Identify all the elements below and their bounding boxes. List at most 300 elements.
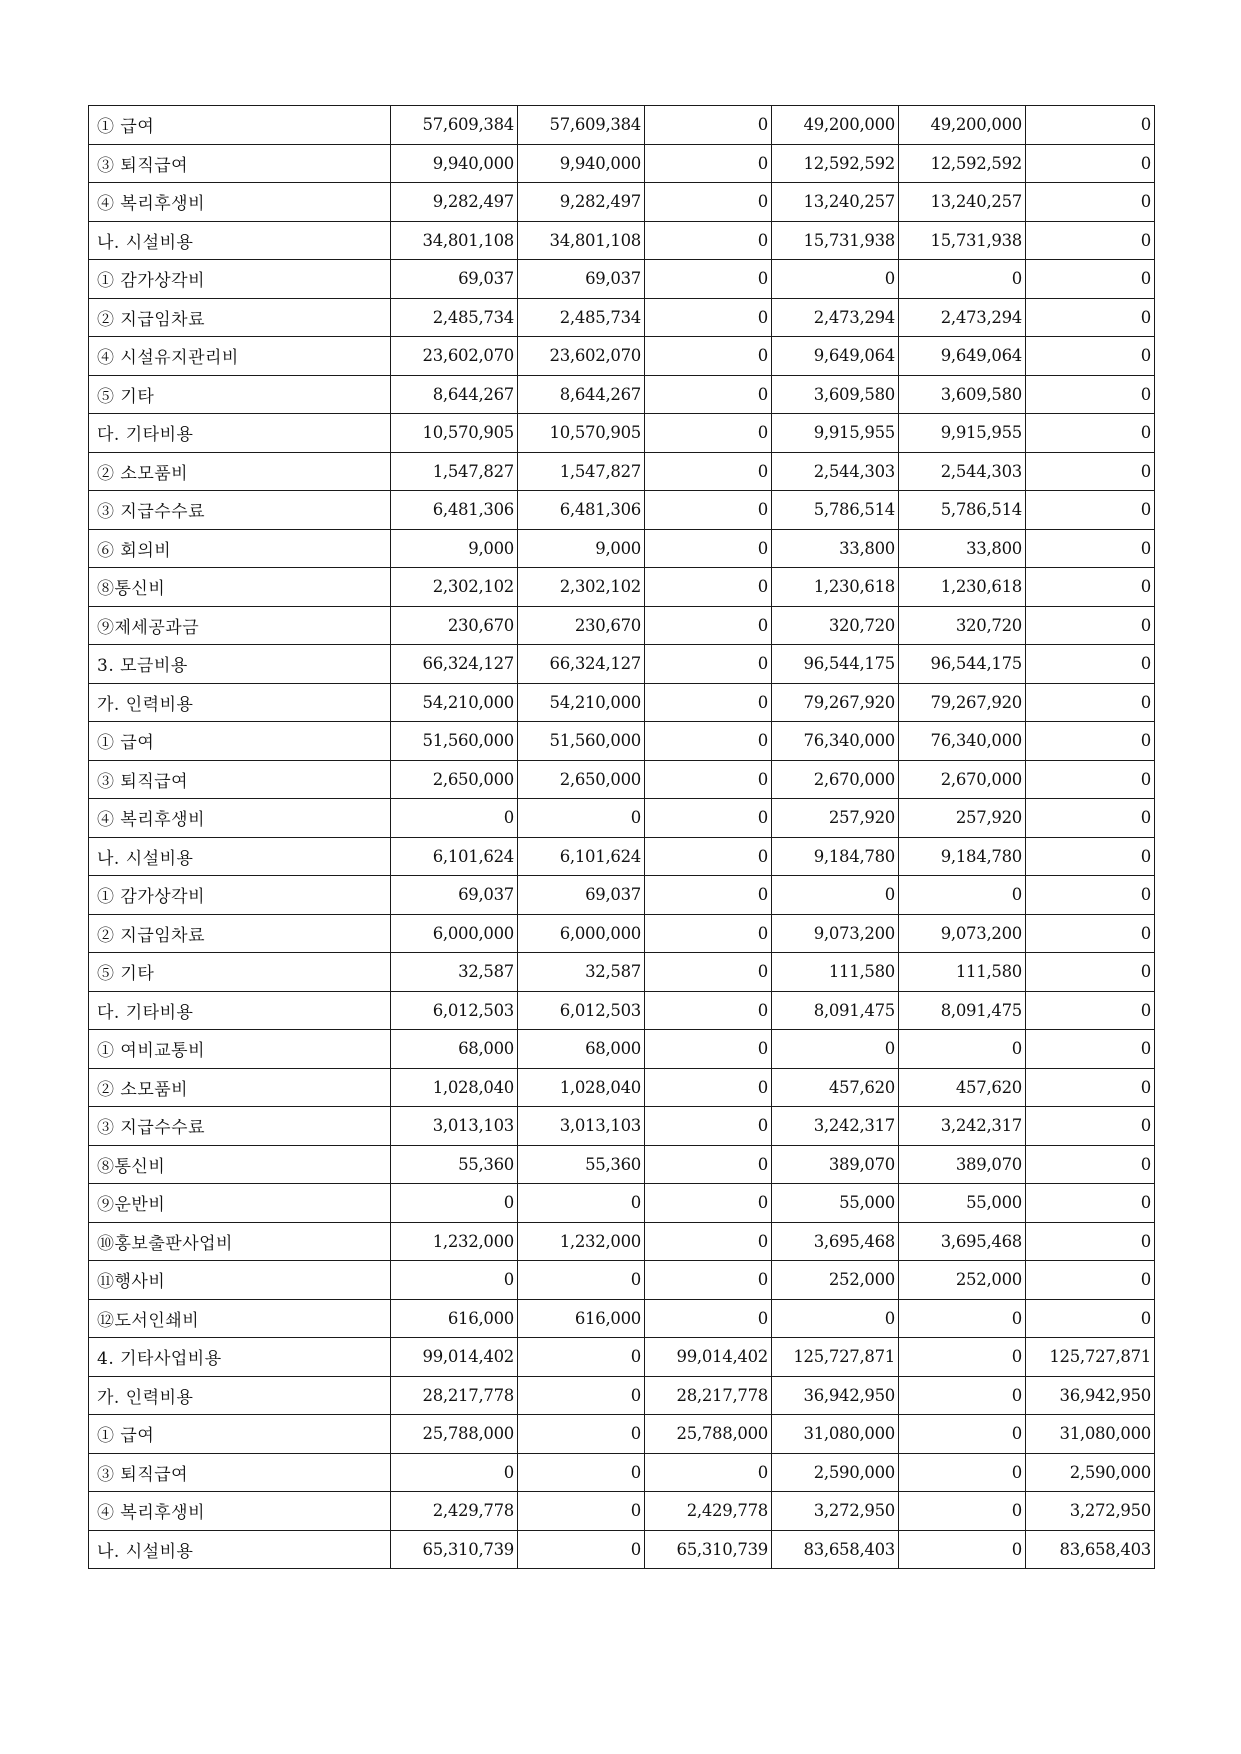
table-row [89,452,1155,491]
row-label: ③ 퇴직급여 [89,760,391,799]
amount-cell: 1,028,040 [518,1068,645,1107]
amount-cell: 2,544,303 [899,452,1026,491]
amount-cell: 36,942,950 [772,1376,899,1415]
amount-cell: 54,210,000 [518,683,645,722]
table-row [89,491,1155,530]
amount-cell: 0 [1026,760,1155,799]
amount-cell: 0 [645,1453,772,1492]
amount-cell: 0 [1026,491,1155,530]
amount-cell: 0 [645,1261,772,1300]
amount-cell: 23,602,070 [518,337,645,376]
row-label: ④ 시설유지관리비 [89,337,391,376]
amount-cell: 6,012,503 [391,991,518,1030]
amount-cell: 5,786,514 [772,491,899,530]
amount-cell: 6,000,000 [518,914,645,953]
amount-cell: 230,670 [518,606,645,645]
amount-cell: 66,324,127 [518,645,645,684]
amount-cell: 320,720 [772,606,899,645]
table-row [89,337,1155,376]
amount-cell: 0 [1026,260,1155,299]
amount-cell: 6,481,306 [518,491,645,530]
amount-cell: 1,230,618 [899,568,1026,607]
amount-cell: 457,620 [899,1068,1026,1107]
amount-cell: 0 [645,529,772,568]
amount-cell: 8,091,475 [899,991,1026,1030]
amount-cell: 0 [1026,337,1155,376]
row-label: ① 급여 [89,106,391,145]
amount-cell: 0 [645,645,772,684]
amount-cell: 0 [518,1184,645,1223]
amount-cell: 2,670,000 [899,760,1026,799]
amount-cell: 0 [645,914,772,953]
table-row [89,1338,1155,1377]
amount-cell: 28,217,778 [645,1376,772,1415]
table-row [89,760,1155,799]
amount-cell: 3,242,317 [772,1107,899,1146]
amount-cell: 69,037 [518,876,645,915]
amount-cell: 96,544,175 [899,645,1026,684]
amount-cell: 2,485,734 [518,298,645,337]
amount-cell: 252,000 [899,1261,1026,1300]
table-row [89,799,1155,838]
amount-cell: 83,658,403 [1026,1530,1155,1569]
row-label: ① 감가상각비 [89,260,391,299]
amount-cell: 6,101,624 [391,837,518,876]
amount-cell: 12,592,592 [772,144,899,183]
amount-cell: 0 [1026,221,1155,260]
table-row [89,1068,1155,1107]
table-row [89,1030,1155,1069]
amount-cell: 8,644,267 [391,375,518,414]
amount-cell: 0 [645,183,772,222]
amount-cell: 15,731,938 [899,221,1026,260]
amount-cell: 0 [518,1492,645,1531]
row-label: ④ 복리후생비 [89,799,391,838]
table-row [89,953,1155,992]
amount-cell: 96,544,175 [772,645,899,684]
table-row [89,298,1155,337]
amount-cell: 0 [899,1530,1026,1569]
amount-cell: 1,547,827 [518,452,645,491]
amount-cell: 28,217,778 [391,1376,518,1415]
row-label: ⑪행사비 [89,1261,391,1300]
amount-cell: 320,720 [899,606,1026,645]
amount-cell: 3,013,103 [518,1107,645,1146]
amount-cell: 3,695,468 [899,1222,1026,1261]
amount-cell: 0 [645,1222,772,1261]
amount-cell: 2,302,102 [518,568,645,607]
row-label: 3. 모금비용 [89,645,391,684]
amount-cell: 3,695,468 [772,1222,899,1261]
amount-cell: 3,609,580 [899,375,1026,414]
amount-cell: 2,485,734 [391,298,518,337]
amount-cell: 0 [518,799,645,838]
amount-cell: 0 [518,1261,645,1300]
amount-cell: 13,240,257 [772,183,899,222]
amount-cell: 257,920 [899,799,1026,838]
table-row [89,876,1155,915]
amount-cell: 0 [518,1338,645,1377]
table-row [89,1299,1155,1338]
amount-cell: 0 [645,375,772,414]
amount-cell: 0 [645,837,772,876]
row-label: ③ 퇴직급여 [89,1453,391,1492]
amount-cell: 2,590,000 [1026,1453,1155,1492]
amount-cell: 9,282,497 [391,183,518,222]
amount-cell: 99,014,402 [391,1338,518,1377]
amount-cell: 32,587 [391,953,518,992]
amount-cell: 0 [1026,1107,1155,1146]
amount-cell: 9,000 [518,529,645,568]
row-label: ① 여비교통비 [89,1030,391,1069]
expense-table [88,105,1155,1569]
amount-cell: 0 [1026,144,1155,183]
amount-cell: 69,037 [391,876,518,915]
amount-cell: 55,360 [391,1145,518,1184]
amount-cell: 0 [772,1030,899,1069]
amount-cell: 0 [645,953,772,992]
amount-cell: 68,000 [391,1030,518,1069]
row-label: ① 급여 [89,1415,391,1454]
amount-cell: 9,184,780 [899,837,1026,876]
amount-cell: 0 [645,260,772,299]
amount-cell: 33,800 [899,529,1026,568]
amount-cell: 0 [518,1453,645,1492]
amount-cell: 55,000 [899,1184,1026,1223]
amount-cell: 0 [645,1184,772,1223]
amount-cell: 0 [899,1453,1026,1492]
amount-cell: 0 [645,1030,772,1069]
amount-cell: 0 [645,722,772,761]
table-row [89,837,1155,876]
amount-cell: 0 [1026,1222,1155,1261]
row-label: ③ 지급수수료 [89,491,391,530]
table-row [89,1453,1155,1492]
amount-cell: 15,731,938 [772,221,899,260]
amount-cell: 69,037 [391,260,518,299]
amount-cell: 0 [645,452,772,491]
table-row [89,414,1155,453]
row-label: 나. 시설비용 [89,837,391,876]
table-row [89,606,1155,645]
amount-cell: 23,602,070 [391,337,518,376]
amount-cell: 0 [1026,452,1155,491]
table-row [89,991,1155,1030]
amount-cell: 616,000 [518,1299,645,1338]
amount-cell: 0 [772,876,899,915]
amount-cell: 0 [1026,375,1155,414]
row-label: ① 감가상각비 [89,876,391,915]
amount-cell: 0 [645,991,772,1030]
table-row [89,183,1155,222]
amount-cell: 0 [1026,837,1155,876]
amount-cell: 9,940,000 [391,144,518,183]
amount-cell: 0 [645,1107,772,1146]
row-label: ⑧통신비 [89,1145,391,1184]
row-label: ⑤ 기타 [89,953,391,992]
amount-cell: 0 [1026,183,1155,222]
amount-cell: 8,644,267 [518,375,645,414]
amount-cell: 9,282,497 [518,183,645,222]
row-label: ④ 복리후생비 [89,1492,391,1531]
amount-cell: 9,915,955 [772,414,899,453]
amount-cell: 0 [645,221,772,260]
amount-cell: 0 [1026,799,1155,838]
amount-cell: 6,101,624 [518,837,645,876]
amount-cell: 5,786,514 [899,491,1026,530]
amount-cell: 0 [645,568,772,607]
amount-cell: 0 [1026,683,1155,722]
row-label: ③ 퇴직급여 [89,144,391,183]
row-label: 4. 기타사업비용 [89,1338,391,1377]
amount-cell: 2,473,294 [772,298,899,337]
row-label: 나. 시설비용 [89,1530,391,1569]
amount-cell: 0 [1026,606,1155,645]
amount-cell: 0 [899,1338,1026,1377]
amount-cell: 49,200,000 [899,106,1026,145]
expense-table-body [89,106,1155,1569]
amount-cell: 6,000,000 [391,914,518,953]
amount-cell: 76,340,000 [899,722,1026,761]
table-row [89,1530,1155,1569]
amount-cell: 0 [645,799,772,838]
amount-cell: 457,620 [772,1068,899,1107]
table-row [89,1376,1155,1415]
amount-cell: 3,272,950 [772,1492,899,1531]
amount-cell: 79,267,920 [772,683,899,722]
amount-cell: 31,080,000 [772,1415,899,1454]
amount-cell: 34,801,108 [518,221,645,260]
row-label: 나. 시설비용 [89,221,391,260]
amount-cell: 0 [645,606,772,645]
amount-cell: 25,788,000 [645,1415,772,1454]
amount-cell: 0 [1026,1145,1155,1184]
amount-cell: 83,658,403 [772,1530,899,1569]
table-row [89,683,1155,722]
row-label: ⑥ 회의비 [89,529,391,568]
row-label: 다. 기타비용 [89,414,391,453]
amount-cell: 99,014,402 [645,1338,772,1377]
amount-cell: 0 [1026,1261,1155,1300]
amount-cell: 111,580 [772,953,899,992]
amount-cell: 0 [391,1261,518,1300]
amount-cell: 57,609,384 [518,106,645,145]
row-label: 다. 기타비용 [89,991,391,1030]
row-label: ④ 복리후생비 [89,183,391,222]
amount-cell: 76,340,000 [772,722,899,761]
amount-cell: 0 [645,337,772,376]
amount-cell: 3,013,103 [391,1107,518,1146]
amount-cell: 0 [645,1145,772,1184]
amount-cell: 36,942,950 [1026,1376,1155,1415]
row-label: ① 급여 [89,722,391,761]
amount-cell: 6,012,503 [518,991,645,1030]
amount-cell: 0 [1026,106,1155,145]
row-label: ② 소모품비 [89,452,391,491]
table-row [89,375,1155,414]
amount-cell: 230,670 [391,606,518,645]
amount-cell: 0 [1026,1030,1155,1069]
table-row [89,1222,1155,1261]
table-row [89,529,1155,568]
amount-cell: 0 [1026,876,1155,915]
amount-cell: 1,232,000 [391,1222,518,1261]
amount-cell: 0 [645,298,772,337]
table-row [89,1492,1155,1531]
amount-cell: 2,302,102 [391,568,518,607]
amount-cell: 2,670,000 [772,760,899,799]
table-row [89,106,1155,145]
row-label: ⑧통신비 [89,568,391,607]
amount-cell: 57,609,384 [391,106,518,145]
amount-cell: 0 [899,876,1026,915]
amount-cell: 33,800 [772,529,899,568]
amount-cell: 0 [518,1530,645,1569]
amount-cell: 125,727,871 [1026,1338,1155,1377]
table-row [89,645,1155,684]
row-label: 가. 인력비용 [89,1376,391,1415]
table-row [89,722,1155,761]
amount-cell: 49,200,000 [772,106,899,145]
amount-cell: 34,801,108 [391,221,518,260]
amount-cell: 10,570,905 [391,414,518,453]
amount-cell: 9,649,064 [772,337,899,376]
amount-cell: 0 [899,1415,1026,1454]
amount-cell: 2,473,294 [899,298,1026,337]
amount-cell: 616,000 [391,1299,518,1338]
row-label: ⑤ 기타 [89,375,391,414]
amount-cell: 25,788,000 [391,1415,518,1454]
amount-cell: 0 [645,491,772,530]
amount-cell: 1,547,827 [391,452,518,491]
amount-cell: 0 [1026,914,1155,953]
amount-cell: 31,080,000 [1026,1415,1155,1454]
amount-cell: 0 [772,1299,899,1338]
amount-cell: 0 [1026,414,1155,453]
amount-cell: 2,590,000 [772,1453,899,1492]
amount-cell: 0 [899,1299,1026,1338]
amount-cell: 125,727,871 [772,1338,899,1377]
amount-cell: 0 [645,414,772,453]
amount-cell: 65,310,739 [645,1530,772,1569]
amount-cell: 252,000 [772,1261,899,1300]
table-row [89,1107,1155,1146]
row-label: ⑫도서인쇄비 [89,1299,391,1338]
amount-cell: 3,242,317 [899,1107,1026,1146]
amount-cell: 9,073,200 [899,914,1026,953]
amount-cell: 0 [645,106,772,145]
table-row [89,1184,1155,1223]
amount-cell: 32,587 [518,953,645,992]
amount-cell: 0 [645,144,772,183]
amount-cell: 0 [899,260,1026,299]
amount-cell: 1,232,000 [518,1222,645,1261]
row-label: ⑩홍보출판사업비 [89,1222,391,1261]
amount-cell: 0 [645,760,772,799]
row-label: 가. 인력비용 [89,683,391,722]
amount-cell: 0 [645,876,772,915]
amount-cell: 1,230,618 [772,568,899,607]
amount-cell: 8,091,475 [772,991,899,1030]
amount-cell: 79,267,920 [899,683,1026,722]
amount-cell: 9,073,200 [772,914,899,953]
amount-cell: 0 [899,1030,1026,1069]
amount-cell: 51,560,000 [518,722,645,761]
amount-cell: 389,070 [772,1145,899,1184]
amount-cell: 10,570,905 [518,414,645,453]
amount-cell: 389,070 [899,1145,1026,1184]
amount-cell: 2,544,303 [772,452,899,491]
amount-cell: 0 [391,1184,518,1223]
amount-cell: 0 [645,1068,772,1107]
amount-cell: 0 [1026,1299,1155,1338]
amount-cell: 0 [518,1415,645,1454]
row-label: ③ 지급수수료 [89,1107,391,1146]
amount-cell: 0 [391,799,518,838]
amount-cell: 55,360 [518,1145,645,1184]
amount-cell: 9,649,064 [899,337,1026,376]
amount-cell: 2,429,778 [645,1492,772,1531]
amount-cell: 0 [1026,953,1155,992]
amount-cell: 0 [1026,568,1155,607]
table-row [89,260,1155,299]
amount-cell: 0 [645,683,772,722]
amount-cell: 2,429,778 [391,1492,518,1531]
amount-cell: 0 [772,260,899,299]
amount-cell: 9,940,000 [518,144,645,183]
amount-cell: 66,324,127 [391,645,518,684]
amount-cell: 0 [1026,529,1155,568]
table-row [89,221,1155,260]
table-row [89,1415,1155,1454]
amount-cell: 0 [1026,298,1155,337]
table-row [89,568,1155,607]
amount-cell: 0 [1026,991,1155,1030]
amount-cell: 0 [899,1376,1026,1415]
amount-cell: 13,240,257 [899,183,1026,222]
row-label: ② 소모품비 [89,1068,391,1107]
amount-cell: 2,650,000 [391,760,518,799]
amount-cell: 55,000 [772,1184,899,1223]
amount-cell: 69,037 [518,260,645,299]
amount-cell: 0 [645,1299,772,1338]
amount-cell: 51,560,000 [391,722,518,761]
amount-cell: 111,580 [899,953,1026,992]
amount-cell: 9,915,955 [899,414,1026,453]
row-label: ② 지급임차료 [89,914,391,953]
row-label: ⑨제세공과금 [89,606,391,645]
amount-cell: 0 [518,1376,645,1415]
table-row [89,914,1155,953]
amount-cell: 0 [1026,1184,1155,1223]
table-row [89,1261,1155,1300]
amount-cell: 65,310,739 [391,1530,518,1569]
amount-cell: 3,609,580 [772,375,899,414]
amount-cell: 6,481,306 [391,491,518,530]
expense-table-container [88,105,1155,1569]
amount-cell: 257,920 [772,799,899,838]
amount-cell: 0 [1026,645,1155,684]
amount-cell: 0 [1026,1068,1155,1107]
amount-cell: 3,272,950 [1026,1492,1155,1531]
amount-cell: 9,184,780 [772,837,899,876]
row-label: ② 지급임차료 [89,298,391,337]
amount-cell: 0 [391,1453,518,1492]
amount-cell: 0 [1026,722,1155,761]
table-row [89,144,1155,183]
amount-cell: 2,650,000 [518,760,645,799]
table-row [89,1145,1155,1184]
